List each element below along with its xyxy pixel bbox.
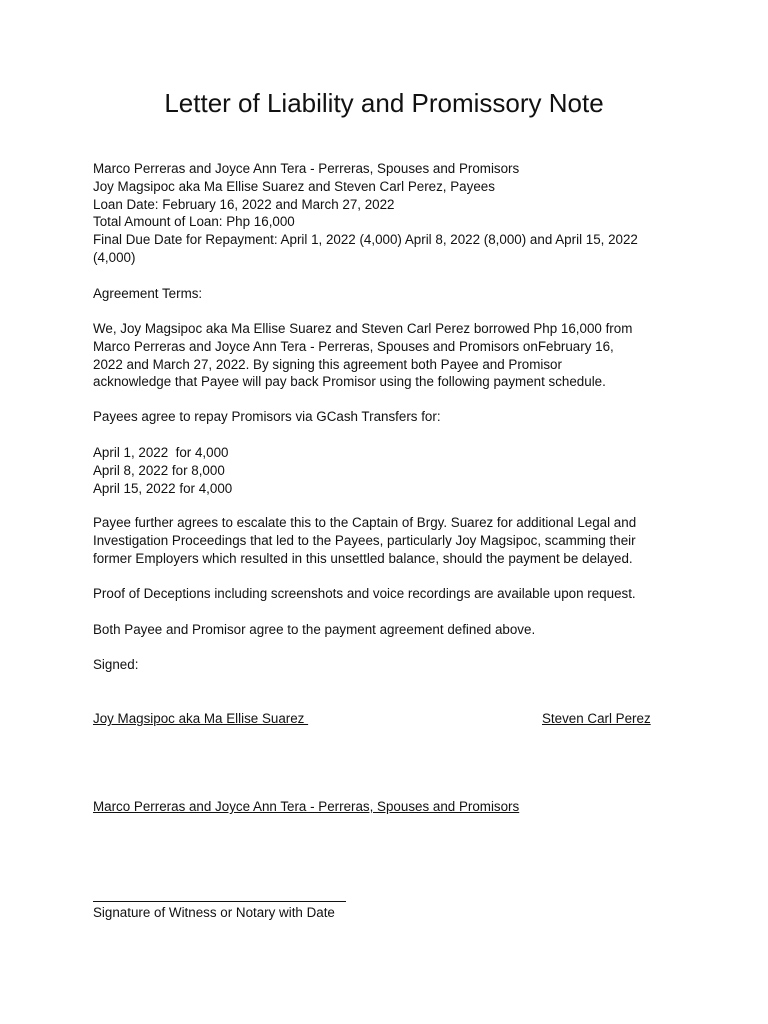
schedule-item: April 15, 2022 for 4,000 (93, 480, 233, 496)
agreement-terms-heading: Agreement Terms: (93, 286, 203, 301)
schedule-item: April 1, 2022 for 4,000 (93, 445, 229, 460)
signature-joy: Joy Magsipoc aka Ma Ellise Suarez (93, 711, 309, 726)
payment-schedule (93, 444, 683, 497)
proof-text: Proof of Deceptions including screenshots and voice recordings are available upon request. (93, 586, 636, 601)
payees-agree-text: Payees agree to repay Promisors via GCash Transfers for: (93, 409, 441, 424)
final-due-date-line: Final Due Date for Repayment: April 1, 2022 (4,000) April 8, 2022 (8,000) and April 15, 2022 (93, 232, 638, 248)
escalation-paragraph (93, 514, 683, 567)
terms-line: acknowledge that Payee will pay back Promisor using the following payment schedule. (93, 374, 606, 390)
promisors-line: Marco Perreras and Joyce Ann Tera - Perreras, Spouses and Promisors (93, 161, 520, 176)
escalation-line: Investigation Proceedings that led to the Payees, particularly Joy Magsipoc, scamming their (93, 532, 636, 548)
terms-line: We, Joy Magsipoc aka Ma Ellise Suarez and Steven Carl Perez borrowed Php 16,000 from (93, 321, 633, 336)
terms-paragraph (93, 320, 683, 391)
signature-marco: Marco Perreras and Joyce Ann Tera - Perreras, Spouses and Promisors (93, 799, 520, 814)
total-amount-line: Total Amount of Loan: Php 16,000 (93, 214, 295, 230)
document-title: Letter of Liability and Promissory Note (164, 88, 604, 118)
loan-date-line: Loan Date: February 16, 2022 and March 27, 2022 (93, 196, 395, 212)
terms-line: 2022 and March 27, 2022. By signing this agreement both Payee and Promisor (93, 356, 562, 372)
signature-steven: Steven Carl Perez (542, 711, 651, 726)
schedule-item: April 8, 2022 for 8,000 (93, 462, 225, 478)
final-due-date-continuation: (4,000) (93, 249, 136, 265)
signed-label: Signed: (93, 657, 139, 672)
escalation-line: Payee further agrees to escalate this to the Captain of Brgy. Suarez for additional Legal and (93, 515, 637, 530)
terms-line: Marco Perreras and Joyce Ann Tera - Perreras, Spouses and Promisors onFebruary 16, (93, 338, 614, 354)
payees-line: Joy Magsipoc aka Ma Ellise Suarez and Steven Carl Perez, Payees (93, 178, 495, 194)
witness-signature-line (93, 901, 346, 902)
escalation-line: former Employers which resulted in this unsettled balance, should the payment be delayed. (93, 550, 633, 566)
both-agree-text: Both Payee and Promisor agree to the payment agreement defined above. (93, 622, 536, 637)
witness-label: Signature of Witness or Notary with Date (93, 905, 335, 920)
parties-block (93, 160, 683, 267)
